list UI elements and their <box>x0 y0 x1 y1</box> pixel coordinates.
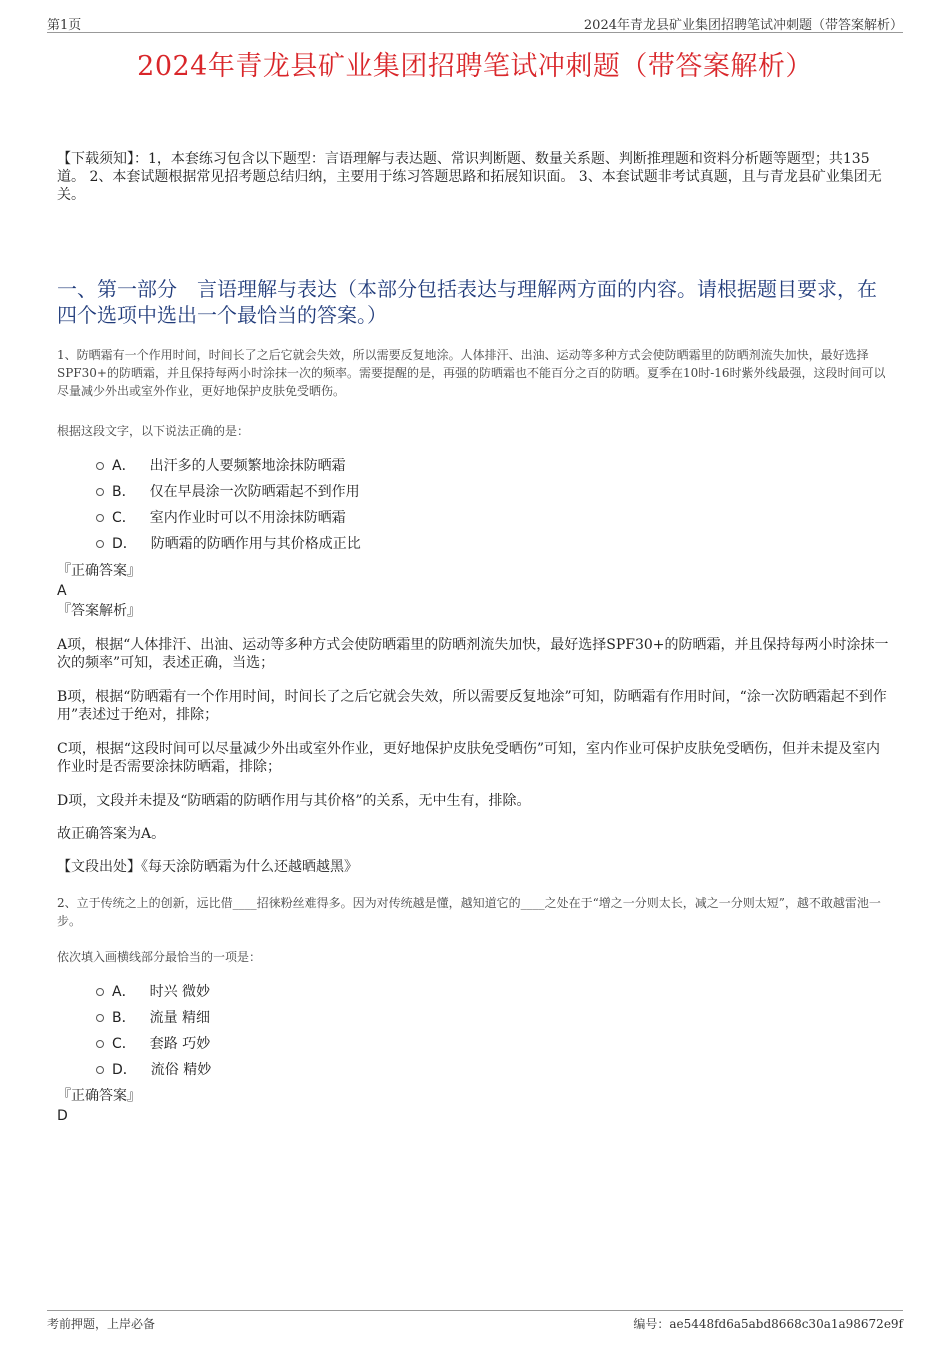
question-2-answer-label: 『正确答案』 <box>57 1088 141 1104</box>
analysis-conclusion: 故正确答案为A。 <box>57 826 166 842</box>
question-1-text: 1、防晒霜有一个作用时间，时间长了之后它就会失效，所以需要反复地涂。人体排汗、出油、运动等多种方式会使防晒霜里的防晒剂流失加快，最好选择SPF30+的防晒霜，并且保持每两小时涂抹一次的频率。需要提醒的是，再强的防晒霜也不能百分之百的防晒。夏季在10时-16时紫外线最强，这段时间可以尽量减少外出或室外作业，更好地保护皮肤免受晒伤。 <box>57 348 886 398</box>
question-1-options <box>96 453 361 557</box>
document-title: 2024年青龙县矿业集团招聘笔试冲刺题（带答案解析） <box>137 51 813 82</box>
option-letter: A． <box>112 458 136 474</box>
radio-icon[interactable] <box>96 1014 104 1022</box>
option-text: 室内作业时可以不用涂抹防晒霜 <box>149 510 346 526</box>
option-letter: D． <box>112 536 137 552</box>
footer-slogan: 考前押题，上岸必备 <box>47 1317 156 1331</box>
option-text: 防晒霜的防晒作用与其价格成正比 <box>150 536 361 552</box>
question-2-prompt: 依次填入画横线部分最恰当的一项是： <box>57 950 262 964</box>
footer-code: 编号：ae5448fd6a5abd8668c30a1a98672e9f <box>633 1317 903 1331</box>
question-2-text: 2、立于传统之上的创新，远比借____招徕粉丝难得多。因为对传统越是懂，越知道它的____之处在于“增之一分则太长，减之一分则太短”，越不敢越雷池一步。 <box>57 896 881 928</box>
question-1-option-a[interactable] <box>96 453 361 479</box>
header-doc-title: 2024年青龙县矿业集团招聘笔试冲刺题（带答案解析） <box>583 18 903 33</box>
option-text: 出汗多的人要频繁地涂抹防晒霜 <box>149 458 346 474</box>
option-text: 时兴 微妙 <box>149 984 211 1000</box>
analysis-paragraph-d: D项，文段并未提及“防晒霜的防晒作用与其价格”的关系，无中生有，排除。 <box>57 793 531 809</box>
analysis-paragraph-c: C项，根据“这段时间可以尽量减少外出或室外作业，更好地保护皮肤免受晒伤”可知，室内作业可保护皮肤免受晒伤，但并未提及室内作业时是否需要涂抹防晒霜，排除； <box>57 741 881 775</box>
question-2-answer: D <box>57 1108 68 1124</box>
question-2-option-b[interactable] <box>96 1005 211 1031</box>
question-1-analysis-label: 『答案解析』 <box>57 603 141 619</box>
question-2-option-d[interactable] <box>96 1057 211 1083</box>
download-notice: 【下载须知】：1，本套练习包含以下题型：言语理解与表达题、常识判断题、数量关系题、判断推理题和资料分析题等题型；共135道。 2、本套试题根据常见招考题总结归纳，主要用于练习答题思路和拓展知识面。 3、本套试题非考试真题，且与青龙县矿业集团无关。 <box>57 151 882 203</box>
section-heading: 一、第一部分 言语理解与表达（本部分包括表达与理解两方面的内容。请根据题目要求，在四个选项中选出一个最恰当的答案。） <box>57 277 877 327</box>
option-letter: A． <box>112 984 136 1000</box>
option-text: 流量 精细 <box>149 1010 211 1026</box>
page-number: 第1页 <box>47 18 82 33</box>
radio-icon[interactable] <box>96 540 104 548</box>
option-letter: B． <box>112 484 136 500</box>
radio-icon[interactable] <box>96 514 104 522</box>
question-1-source: 【文段出处】《每天涂防晒霜为什么还越晒越黑》 <box>57 859 358 875</box>
question-1-option-c[interactable] <box>96 505 361 531</box>
option-letter: C． <box>112 510 136 526</box>
radio-icon[interactable] <box>96 1066 104 1074</box>
question-1-answer: A <box>57 583 67 599</box>
question-1-option-d[interactable] <box>96 531 361 557</box>
question-2-option-c[interactable] <box>96 1031 211 1057</box>
question-1-option-b[interactable] <box>96 479 361 505</box>
option-letter: C． <box>112 1036 136 1052</box>
question-1-prompt: 根据这段文字，以下说法正确的是： <box>57 424 250 438</box>
analysis-paragraph-a: A项，根据“人体排汗、出油、运动等多种方式会使防晒霜里的防晒剂流失加快，最好选择SPF30+的防晒霜，并且保持每两小时涂抹一次的频率”可知，表述正确，当选； <box>57 637 889 671</box>
option-text: 套路 巧妙 <box>149 1036 211 1052</box>
radio-icon[interactable] <box>96 988 104 996</box>
page-header <box>47 14 903 33</box>
analysis-paragraph-b: B项，根据“防晒霜有一个作用时间，时间长了之后它就会失效，所以需要反复地涂”可知，防晒霜有作用时间，“涂一次防晒霜起不到作用”表述过于绝对，排除； <box>57 689 887 723</box>
radio-icon[interactable] <box>96 1040 104 1048</box>
question-1-answer-label: 『正确答案』 <box>57 563 141 579</box>
radio-icon[interactable] <box>96 488 104 496</box>
option-text: 仅在早晨涂一次防晒霜起不到作用 <box>149 484 360 500</box>
option-letter: D． <box>112 1062 137 1078</box>
page-footer <box>47 1310 903 1331</box>
question-2-options <box>96 979 211 1083</box>
question-2-option-a[interactable] <box>96 979 211 1005</box>
option-text: 流俗 精妙 <box>150 1062 212 1078</box>
option-letter: B． <box>112 1010 136 1026</box>
radio-icon[interactable] <box>96 462 104 470</box>
